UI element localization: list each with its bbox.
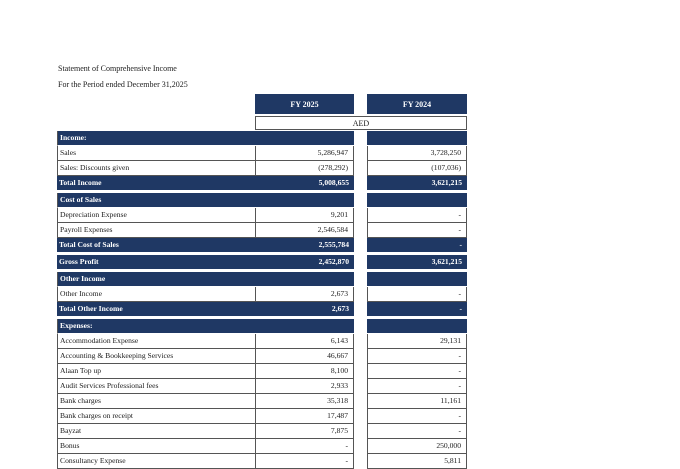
value-fy2025: 35,318 <box>255 394 354 409</box>
table-row <box>0 394 680 409</box>
table-row <box>0 349 680 364</box>
value-fy2024: - <box>367 208 467 223</box>
row-label: Accounting & Bookkeeping Services <box>57 349 255 364</box>
total-row <box>0 255 680 270</box>
value-fy2024: - <box>367 223 467 238</box>
section-header-row <box>0 131 680 146</box>
value-fy2025 <box>255 272 354 287</box>
value-fy2025: 6,143 <box>255 334 354 349</box>
total-row <box>0 302 680 317</box>
value-fy2024 <box>367 272 467 287</box>
value-fy2024: 3,621,215 <box>367 176 467 191</box>
section-header-row <box>0 272 680 287</box>
value-fy2024: - <box>367 364 467 379</box>
value-fy2024: - <box>367 238 467 253</box>
value-fy2025 <box>255 193 354 208</box>
row-label: Sales: Discounts given <box>57 161 255 176</box>
value-fy2025: 17,487 <box>255 409 354 424</box>
row-label: Cost of Sales <box>57 193 255 208</box>
table-row <box>0 287 680 302</box>
value-fy2024: 29,131 <box>367 334 467 349</box>
value-fy2024 <box>367 319 467 334</box>
row-label: Expenses: <box>57 319 255 334</box>
total-row <box>0 238 680 253</box>
value-fy2024: - <box>367 424 467 439</box>
value-fy2025 <box>255 319 354 334</box>
value-fy2025: 5,008,655 <box>255 176 354 191</box>
value-fy2025 <box>255 131 354 146</box>
row-label: Audit Services Professional fees <box>57 379 255 394</box>
statement-title: Statement of Comprehensive Income <box>58 64 177 73</box>
value-fy2024: - <box>367 349 467 364</box>
table-row <box>0 379 680 394</box>
table-row <box>0 364 680 379</box>
row-label: Bayzat <box>57 424 255 439</box>
row-label: Alaan Top up <box>57 364 255 379</box>
table-row <box>0 454 680 469</box>
table-row <box>0 439 680 454</box>
table-row <box>0 161 680 176</box>
row-label: Bank charges on receipt <box>57 409 255 424</box>
value-fy2025: 5,286,947 <box>255 146 354 161</box>
value-fy2025: (278,292) <box>255 161 354 176</box>
value-fy2024: - <box>367 302 467 317</box>
value-fy2024: 3,728,250 <box>367 146 467 161</box>
value-fy2025: 7,875 <box>255 424 354 439</box>
value-fy2025: 2,555,784 <box>255 238 354 253</box>
row-label: Accommodation Expense <box>57 334 255 349</box>
table-row <box>0 208 680 223</box>
table-row <box>0 409 680 424</box>
row-label: Gross Profit <box>57 255 255 270</box>
row-label: Bonus <box>57 439 255 454</box>
row-label: Consultancy Expense <box>57 454 255 469</box>
value-fy2025: 2,452,870 <box>255 255 354 270</box>
table-row <box>0 334 680 349</box>
row-label: Total Income <box>57 176 255 191</box>
section-header-row <box>0 319 680 334</box>
value-fy2024: - <box>367 409 467 424</box>
section-header-row <box>0 193 680 208</box>
row-label: Total Other Income <box>57 302 255 317</box>
value-fy2025: 46,667 <box>255 349 354 364</box>
value-fy2025: 8,100 <box>255 364 354 379</box>
column-header-fy2024: FY 2024 <box>367 94 467 114</box>
row-label: Sales <box>57 146 255 161</box>
value-fy2025: 9,201 <box>255 208 354 223</box>
row-label: Total Cost of Sales <box>57 238 255 253</box>
table-row <box>0 146 680 161</box>
row-label: Depreciation Expense <box>57 208 255 223</box>
value-fy2025: - <box>255 454 354 469</box>
value-fy2024 <box>367 131 467 146</box>
total-row <box>0 176 680 191</box>
value-fy2024: - <box>367 287 467 302</box>
row-label: Other Income <box>57 272 255 287</box>
value-fy2024: 11,161 <box>367 394 467 409</box>
value-fy2024: 3,621,215 <box>367 255 467 270</box>
value-fy2024: 5,811 <box>367 454 467 469</box>
currency-label: AED <box>255 116 467 130</box>
value-fy2025: 2,546,584 <box>255 223 354 238</box>
row-label: Payroll Expenses <box>57 223 255 238</box>
row-label: Bank charges <box>57 394 255 409</box>
value-fy2025: 2,673 <box>255 287 354 302</box>
value-fy2024: - <box>367 379 467 394</box>
value-fy2025: 2,933 <box>255 379 354 394</box>
row-label: Income: <box>57 131 255 146</box>
value-fy2025: 2,673 <box>255 302 354 317</box>
value-fy2024: (107,036) <box>367 161 467 176</box>
value-fy2024 <box>367 193 467 208</box>
column-header-fy2025: FY 2025 <box>255 94 354 114</box>
table-row <box>0 424 680 439</box>
table-row <box>0 223 680 238</box>
statement-period: For the Period ended December 31,2025 <box>58 80 188 89</box>
value-fy2024: 250,000 <box>367 439 467 454</box>
row-label: Other Income <box>57 287 255 302</box>
value-fy2025: - <box>255 439 354 454</box>
